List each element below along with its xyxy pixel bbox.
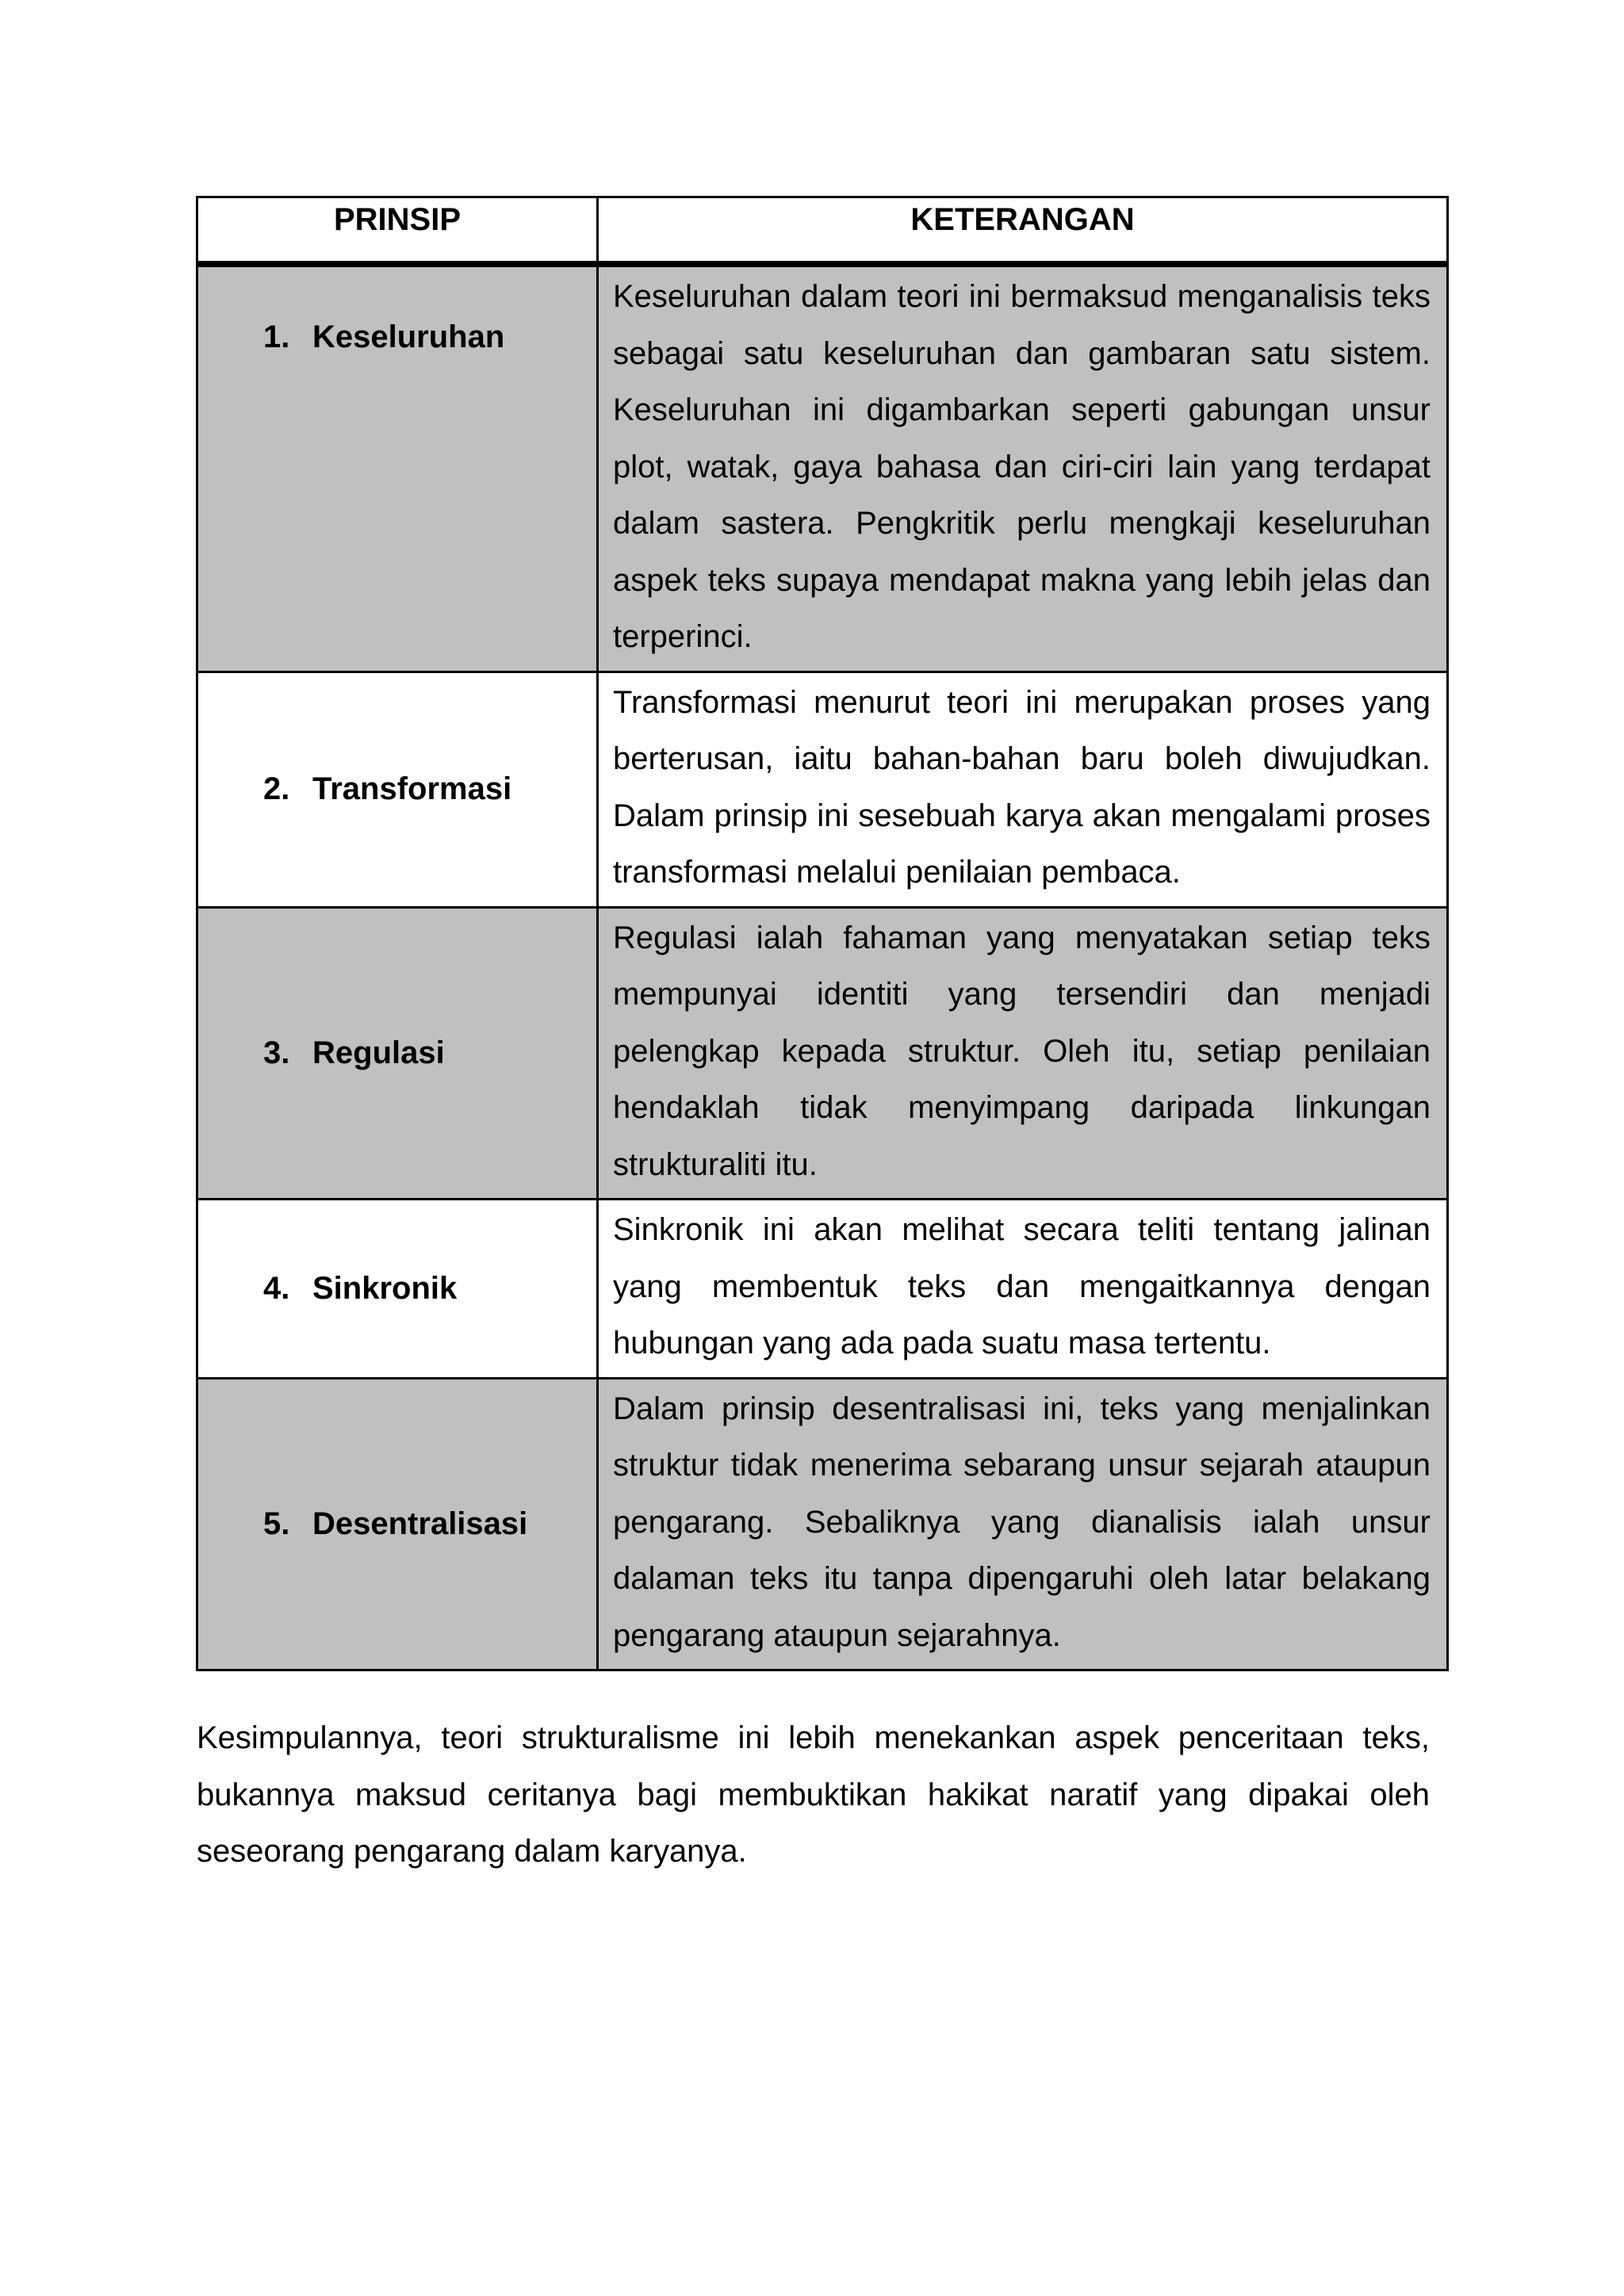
principle-cell — [197, 1200, 598, 1379]
principle-number: 2. — [263, 771, 290, 806]
description-cell — [598, 264, 1448, 672]
principle-name: Desentralisasi — [312, 1506, 528, 1541]
table-header-row — [197, 197, 1448, 265]
table-row-keseluruhan — [197, 264, 1448, 672]
description-cell — [598, 672, 1448, 907]
principle-number: 1. — [263, 320, 290, 354]
table-body — [197, 264, 1448, 1670]
header-description: KETERANGAN — [598, 197, 1448, 265]
description-text: Transformasi menurut teori ini merupakan proses yang berterusan, iaitu bahan-bahan baru boleh diwujudkan. Dalam prinsip ini sesebuah karya akan mengalami proses transformasi melalui penilaian pembaca. — [613, 684, 1431, 890]
table-row-desentralisasi — [197, 1378, 1448, 1670]
principles-table — [196, 196, 1449, 1671]
description-text: Dalam prinsip desentralisasi ini, teks yang menjalinkan struktur tidak menerima sebarang unsur sejarah ataupun pengarang. Sebaliknya yang dianalisis ialah unsur dalaman teks itu tanpa dipengaruhi oleh latar belakang pengarang ataupun sejarahnya. — [613, 1391, 1431, 1653]
principle-cell — [197, 672, 598, 907]
principle-cell — [197, 1378, 598, 1670]
description-text: Regulasi ialah fahaman yang menyatakan setiap teks mempunyai identiti yang tersendiri dan menjadi pelengkap kepada struktur. Oleh itu, setiap penilaian hendaklah tidak menyimpang daripada linkungan strukturaliti itu. — [613, 920, 1431, 1182]
principle-cell — [197, 907, 598, 1200]
principle-number: 5. — [263, 1506, 290, 1541]
principle-name: Transformasi — [312, 771, 512, 806]
description-cell — [598, 1200, 1448, 1379]
header-principle: PRINSIP — [197, 197, 598, 265]
principle-cell — [197, 264, 598, 672]
principle-name: Sinkronik — [312, 1270, 458, 1306]
conclusion-paragraph: Kesimpulannya, teori strukturalisme ini lebih menekankan aspek penceritaan teks, bukannya maksud ceritanya bagi membuktikan hakikat naratif yang dipakai oleh seseorang pengarang dalam karyanya. — [197, 1720, 1430, 1869]
table-row-transformasi — [197, 672, 1448, 907]
table-row-regulasi — [197, 907, 1448, 1200]
description-cell — [598, 1378, 1448, 1670]
principle-name: Keseluruhan — [312, 320, 505, 354]
principle-name: Regulasi — [312, 1035, 445, 1070]
principle-number: 4. — [263, 1270, 290, 1306]
description-text: Keseluruhan dalam teori ini bermaksud menganalisis teks sebagai satu keseluruhan dan gambaran satu sistem. Keseluruhan ini digambarkan seperti gabungan unsur plot, watak, gaya bahasa dan ciri-ciri lain yang terdapat dalam sastera. Pengkritik perlu mengkaji keseluruhan aspek teks supaya mendapat makna yang lebih jelas dan terperinci. — [613, 279, 1431, 654]
table-header — [197, 197, 1448, 265]
description-cell — [598, 907, 1448, 1200]
table-row-sinkronik — [197, 1200, 1448, 1379]
description-text: Sinkronik ini akan melihat secara teliti tentang jalinan yang membentuk teks dan mengaitkannya dengan hubungan yang ada pada suatu masa tertentu. — [613, 1212, 1431, 1360]
principle-number: 3. — [263, 1035, 290, 1070]
